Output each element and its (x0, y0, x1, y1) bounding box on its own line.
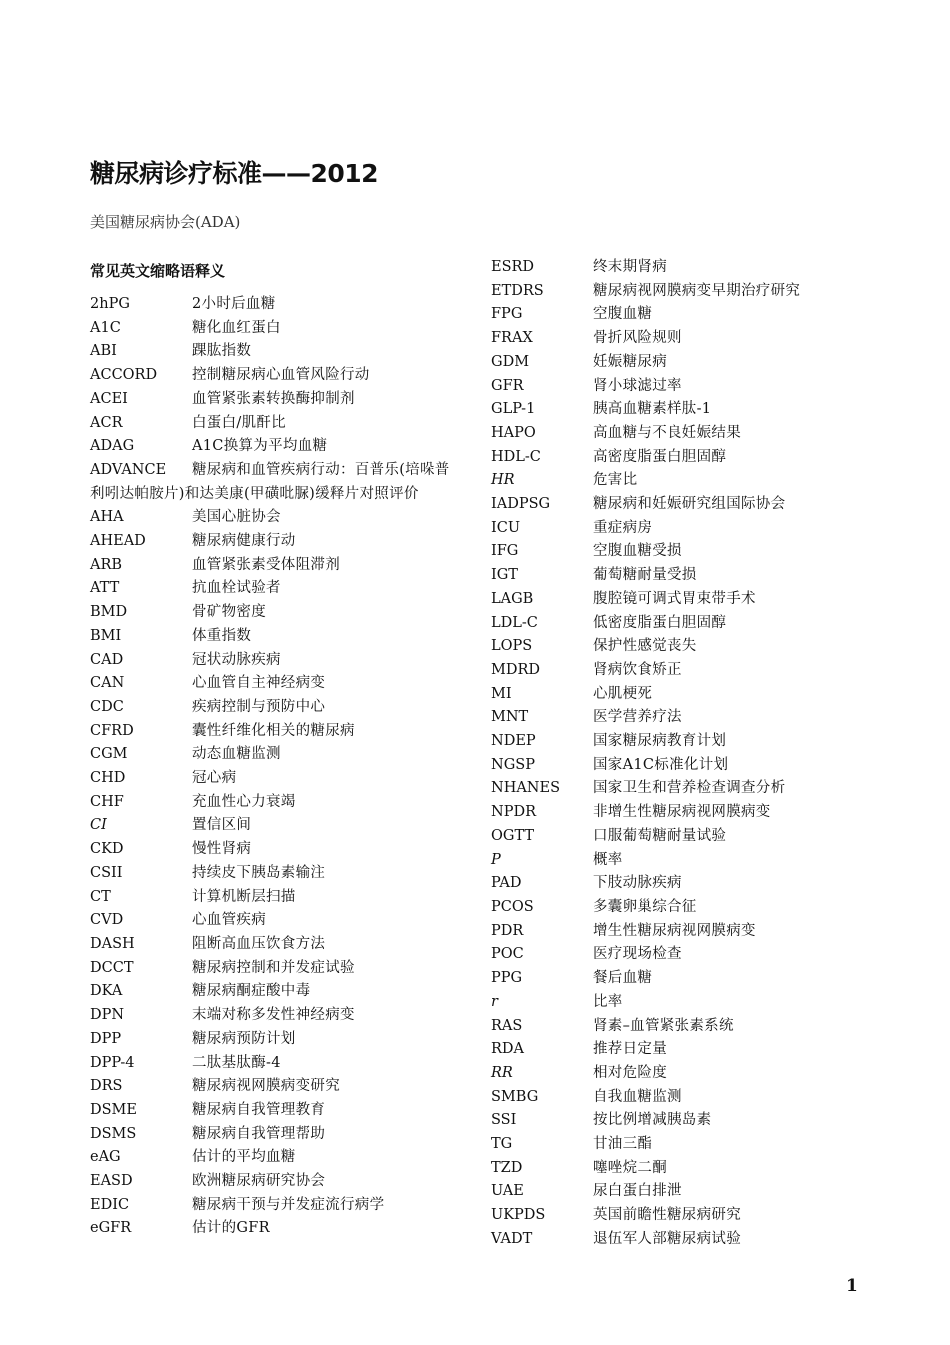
abbreviation-definition: 肾小球滤过率 (593, 377, 682, 394)
abbreviation-definition: 踝肱指数 (192, 343, 252, 360)
abbreviation-definition: 糖尿病自我管理帮助 (192, 1125, 326, 1142)
abbreviation-definition: 胰高血糖素样肽-1 (593, 401, 712, 418)
abbreviation-term: CDC (90, 698, 124, 715)
abbreviation-term: ADAG (90, 438, 135, 455)
abbreviation-entry (491, 801, 836, 825)
abbreviation-term: ESRD (491, 259, 535, 275)
abbreviation-term: BMD (90, 604, 128, 621)
abbreviation-entry (491, 398, 836, 422)
abbreviation-definition: 囊性纤维化相关的糖尿病 (192, 722, 355, 739)
abbreviation-term: DRS (90, 1078, 123, 1095)
abbreviation-list-left (90, 293, 462, 1241)
abbreviation-entry (90, 412, 462, 436)
abbreviation-entry (491, 446, 836, 470)
abbreviation-entry (90, 506, 462, 530)
abbreviation-definition: 保护性感觉丧失 (593, 638, 697, 655)
abbreviation-entry (90, 672, 462, 696)
abbreviation-term: HR (491, 472, 515, 489)
abbreviation-term: IFG (491, 543, 519, 560)
abbreviation-definition: 体重指数 (192, 627, 252, 644)
abbreviation-definition: 美国心脏协会 (192, 509, 281, 526)
abbreviation-definition: 抗血栓试验者 (192, 580, 281, 597)
abbreviation-entry (491, 493, 836, 517)
abbreviation-definition: 国家卫生和营养检查调查分析 (593, 780, 786, 797)
abbreviation-definition: 估计的平均血糖 (192, 1149, 296, 1166)
abbreviation-term: ETDRS (491, 282, 544, 299)
abbreviation-entry (90, 933, 462, 957)
abbreviation-term: ATT (90, 580, 120, 597)
abbreviation-term: CGM (90, 746, 128, 763)
abbreviation-term: r (491, 993, 498, 1010)
abbreviation-term: BMI (90, 627, 122, 644)
abbreviation-term: CHD (90, 770, 126, 787)
abbreviation-term: ACEI (90, 390, 128, 407)
abbreviation-entry (90, 696, 462, 720)
abbreviation-entry (491, 730, 836, 754)
abbreviation-entry (491, 943, 836, 967)
abbreviation-entry (90, 791, 462, 815)
abbreviation-definition: 心肌梗死 (593, 685, 653, 702)
abbreviation-definition: 口服葡萄糖耐量试验 (593, 827, 727, 844)
abbreviation-definition: 推荐日定量 (593, 1041, 667, 1058)
abbreviation-term: UKPDS (491, 1207, 546, 1224)
abbreviation-definition: 心血管疾病 (192, 912, 266, 929)
abbreviation-term: HDL-C (491, 448, 541, 465)
abbreviation-entry (491, 1086, 836, 1110)
abbreviation-entry (90, 1028, 462, 1052)
abbreviation-entry (491, 1038, 836, 1062)
abbreviation-entry (90, 293, 462, 317)
abbreviation-term: CSII (90, 864, 123, 881)
abbreviation-term: DCCT (90, 959, 134, 976)
abbreviation-term: RR (491, 1064, 513, 1081)
page-number: 1 (846, 1276, 858, 1296)
abbreviation-entry (90, 459, 462, 506)
abbreviation-definition: 糖尿病视网膜病变研究 (192, 1078, 340, 1095)
abbreviation-definition: 欧洲糖尿病研究协会 (192, 1173, 326, 1190)
abbreviation-definition: 国家A1C标准化计划 (593, 756, 729, 773)
abbreviation-term: RDA (491, 1041, 525, 1058)
abbreviation-entry (90, 577, 462, 601)
abbreviation-entry (491, 777, 836, 801)
abbreviation-definition: 肾素–血管紧张素系统 (593, 1017, 734, 1034)
abbreviation-definition: 下肢动脉疾病 (593, 875, 682, 892)
abbreviation-entry (491, 612, 836, 636)
abbreviation-definition: 葡萄糖耐量受损 (593, 567, 697, 584)
abbreviation-term: eGFR (90, 1220, 132, 1237)
abbreviation-term: GDM (491, 353, 530, 370)
abbreviation-entry (491, 469, 836, 493)
abbreviation-term: FPG (491, 306, 523, 323)
abbreviation-definition: 血管紧张素受体阻滞剂 (192, 556, 340, 573)
abbreviation-definition: 甘油三酯 (593, 1136, 653, 1153)
abbreviation-definition: 高血糖与不良妊娠结果 (593, 424, 741, 441)
abbreviation-definition: 糖尿病视网膜病变早期治疗研究 (593, 282, 801, 299)
abbreviation-term: CAD (90, 651, 124, 668)
abbreviation-definition: 噻唑烷二酮 (593, 1159, 667, 1176)
abbreviation-term: VADT (491, 1230, 533, 1247)
abbreviation-term: CKD (90, 841, 124, 858)
abbreviation-entry (90, 743, 462, 767)
abbreviation-term: AHEAD (90, 533, 146, 550)
abbreviation-definition: 增生性糖尿病视网膜病变 (593, 922, 756, 939)
abbreviation-entry (491, 1133, 836, 1157)
abbreviation-entry (491, 1015, 836, 1039)
abbreviation-definition: 糖尿病预防计划 (192, 1030, 296, 1047)
abbreviation-entry (491, 422, 836, 446)
abbreviation-definition: 非增生性糖尿病视网膜病变 (593, 804, 771, 821)
abbreviation-definition: 糖尿病控制和并发症试验 (192, 959, 355, 976)
abbreviation-definition: 按比例增减胰岛素 (593, 1112, 712, 1129)
abbreviation-definition: 冠状动脉疾病 (192, 651, 281, 668)
abbreviation-entry (90, 435, 462, 459)
abbreviation-entry (491, 659, 836, 683)
abbreviation-term: IGT (491, 567, 518, 584)
abbreviation-term: 2hPG (90, 296, 130, 312)
abbreviation-definition: 妊娠糖尿病 (593, 353, 667, 370)
abbreviation-entry (90, 814, 462, 838)
abbreviation-definition: 动态血糖监测 (192, 746, 281, 763)
abbreviation-term: PDR (491, 922, 524, 939)
abbreviation-entry (491, 375, 836, 399)
abbreviation-term: ACR (90, 414, 123, 431)
abbreviation-term: MI (491, 685, 512, 702)
abbreviation-term: DSME (90, 1101, 137, 1118)
abbreviation-definition: 自我血糖监测 (593, 1088, 682, 1105)
abbreviation-entry (491, 280, 836, 304)
abbreviation-entry (491, 517, 836, 541)
abbreviation-term: FRAX (491, 330, 533, 347)
abbreviation-entry (90, 364, 462, 388)
abbreviation-term: OGTT (491, 827, 535, 844)
abbreviation-definition: 心血管自主神经病变 (192, 675, 326, 692)
abbreviation-definition: 比率 (593, 993, 623, 1010)
abbreviation-definition: 计算机断层扫描 (192, 888, 296, 905)
abbreviation-term: GLP-1 (491, 401, 536, 418)
abbreviation-term: PCOS (491, 898, 534, 915)
abbreviation-definition: 空腹血糖 (593, 306, 653, 323)
abbreviation-entry (491, 1109, 836, 1133)
abbreviation-entry (491, 754, 836, 778)
abbreviation-entry (90, 1194, 462, 1218)
abbreviation-entry (491, 849, 836, 873)
abbreviation-term: RAS (491, 1017, 523, 1034)
abbreviation-entry (491, 303, 836, 327)
abbreviation-entry (491, 706, 836, 730)
abbreviation-definition: 多囊卵巢综合征 (593, 898, 697, 915)
abbreviation-entry (491, 327, 836, 351)
abbreviation-definition: 空腹血糖受损 (593, 543, 682, 560)
abbreviation-definition: 低密度脂蛋白胆固醇 (593, 614, 727, 631)
abbreviation-definition: 糖尿病健康行动 (192, 533, 296, 550)
abbreviation-term: DPP (90, 1030, 122, 1047)
abbreviation-entry (491, 920, 836, 944)
abbreviation-definition: 退伍军人部糖尿病试验 (593, 1230, 741, 1247)
abbreviation-definition: 二肽基肽酶-4 (192, 1054, 281, 1071)
abbreviation-entry (491, 1228, 836, 1252)
abbreviation-term: CT (90, 888, 111, 905)
abbreviation-definition: 控制糖尿病心血管风险行动 (192, 367, 370, 384)
abbreviation-entry (491, 635, 836, 659)
abbreviation-entry (90, 1004, 462, 1028)
abbreviation-entry (90, 625, 462, 649)
abbreviation-term: CI (90, 817, 107, 834)
abbreviation-entry (90, 1052, 462, 1076)
abbreviation-entry (491, 256, 836, 280)
abbreviation-term: NDEP (491, 733, 536, 750)
abbreviation-list-right (491, 256, 836, 1252)
abbreviation-term: DPN (90, 1007, 125, 1024)
abbreviation-entry (491, 825, 836, 849)
abbreviation-term: DASH (90, 935, 135, 952)
abbreviation-definition: 2小时后血糖 (192, 296, 276, 312)
abbreviation-term: NHANES (491, 780, 561, 797)
abbreviation-term: eAG (90, 1149, 121, 1166)
abbreviation-definition: 肾病饮食矫正 (593, 661, 682, 678)
abbreviation-term: SMBG (491, 1088, 539, 1105)
abbreviation-term: CAN (90, 675, 125, 692)
abbreviation-term: POC (491, 946, 524, 963)
abbreviation-entry (90, 720, 462, 744)
abbreviation-definition: 糖尿病和血管疾病行动：百普乐(培哚普利吲达帕胺片)和达美康(甲磺吡脲)缓释片对照评价 (90, 461, 450, 502)
abbreviation-definition: 糖尿病自我管理教育 (192, 1101, 326, 1118)
abbreviation-definition: 充血性心力衰竭 (192, 793, 296, 810)
abbreviation-definition: 血管紧张素转换酶抑制剂 (192, 390, 355, 407)
abbreviation-term: EDIC (90, 1196, 130, 1213)
abbreviation-definition: 骨折风险规则 (593, 330, 682, 347)
abbreviation-term: AHA (90, 509, 124, 526)
abbreviation-entry (90, 649, 462, 673)
abbreviation-entry (491, 967, 836, 991)
abbreviation-definition: 糖尿病酮症酸中毒 (192, 983, 311, 1000)
abbreviation-definition: 国家糖尿病教育计划 (593, 733, 727, 750)
abbreviation-definition: 末端对称多发性神经病变 (192, 1007, 355, 1024)
abbreviation-definition: 终末期肾病 (593, 259, 667, 275)
abbreviation-entry (90, 388, 462, 412)
abbreviation-definition: 概率 (593, 851, 623, 868)
abbreviation-definition: A1C换算为平均血糖 (192, 438, 328, 455)
abbreviation-entry (491, 872, 836, 896)
abbreviation-entry (90, 554, 462, 578)
abbreviation-term: DKA (90, 983, 123, 1000)
abbreviation-entry (90, 1099, 462, 1123)
abbreviation-definition: 危害比 (593, 472, 638, 489)
abbreviation-term: ICU (491, 519, 521, 536)
abbreviation-entry (491, 896, 836, 920)
abbreviation-term: DPP-4 (90, 1054, 135, 1071)
abbreviation-definition: 医疗现场检查 (593, 946, 682, 963)
abbreviation-term: CHF (90, 793, 124, 810)
abbreviation-term: LAGB (491, 590, 534, 607)
abbreviation-definition: 置信区间 (192, 817, 252, 834)
abbreviation-term: ACCORD (90, 367, 158, 384)
abbreviation-entry (90, 838, 462, 862)
abbreviation-entry (491, 588, 836, 612)
abbreviation-term: ARB (90, 556, 123, 573)
abbreviation-term: SSI (491, 1112, 517, 1129)
abbreviation-entry (90, 862, 462, 886)
abbreviation-definition: 糖化血红蛋白 (192, 319, 281, 336)
abbreviation-term: GFR (491, 377, 524, 394)
abbreviation-term: A1C (90, 319, 121, 336)
abbreviation-definition: 糖尿病和妊娠研究组国际协会 (593, 496, 786, 513)
abbreviation-definition: 冠心病 (192, 770, 237, 787)
abbreviation-definition: 估计的GFR (192, 1220, 270, 1237)
abbreviation-term: DSMS (90, 1125, 137, 1142)
abbreviation-definition: 腹腔镜可调式胃束带手术 (593, 590, 756, 607)
abbreviation-entry (90, 1075, 462, 1099)
abbreviation-definition: 白蛋白/肌酐比 (192, 414, 286, 431)
abbreviation-term: UAE (491, 1183, 524, 1200)
abbreviation-entry (90, 957, 462, 981)
abbreviation-entry (90, 340, 462, 364)
abbreviation-entry (491, 1204, 836, 1228)
page-title: 糖尿病诊疗标准——2012 (90, 159, 379, 188)
abbreviation-entry (90, 1146, 462, 1170)
abbreviation-definition: 餐后血糖 (593, 970, 653, 987)
abbreviation-term: EASD (90, 1173, 133, 1190)
abbreviation-definition: 英国前瞻性糖尿病研究 (593, 1207, 741, 1224)
abbreviation-entry (491, 351, 836, 375)
abbreviation-entry (90, 1217, 462, 1241)
abbreviation-term: MNT (491, 709, 529, 726)
abbreviation-term: PAD (491, 875, 522, 892)
abbreviation-term: NGSP (491, 756, 535, 773)
abbreviation-definition: 尿白蛋白排泄 (593, 1183, 682, 1200)
abbreviation-entry (491, 540, 836, 564)
abbreviation-entry (90, 1123, 462, 1147)
abbreviation-definition: 慢性肾病 (192, 841, 252, 858)
abbreviation-entry (491, 1062, 836, 1086)
abbreviation-entry (90, 886, 462, 910)
abbreviation-definition: 阻断高血压饮食方法 (192, 935, 326, 952)
abbreviation-entry (491, 991, 836, 1015)
abbreviation-term: IADPSG (491, 496, 551, 513)
abbreviation-definition: 重症病房 (593, 519, 653, 536)
abbreviation-term: HAPO (491, 424, 536, 441)
abbreviation-entry (90, 767, 462, 791)
page-subtitle: 美国糖尿病协会(ADA) (90, 213, 241, 231)
abbreviation-definition: 持续皮下胰岛素输注 (192, 864, 326, 881)
abbreviation-term: ABI (90, 343, 117, 360)
abbreviation-definition: 疾病控制与预防中心 (192, 698, 326, 715)
abbreviation-entry (491, 1157, 836, 1181)
abbreviation-term: LOPS (491, 638, 533, 655)
abbreviation-entry (90, 909, 462, 933)
abbreviation-term: LDL-C (491, 614, 538, 631)
abbreviation-definition: 高密度脂蛋白胆固醇 (593, 448, 727, 465)
abbreviation-term: TG (491, 1136, 513, 1153)
abbreviation-definition: 医学营养疗法 (593, 709, 682, 726)
abbreviation-definition: 相对危险度 (593, 1064, 667, 1081)
abbreviation-term: MDRD (491, 661, 541, 678)
abbreviation-entry (491, 683, 836, 707)
abbreviation-term: NPDR (491, 804, 536, 821)
abbreviation-term: P (491, 851, 501, 868)
abbreviation-entry (90, 601, 462, 625)
abbreviation-definition: 骨矿物密度 (192, 604, 266, 621)
abbreviation-term: PPG (491, 970, 523, 987)
abbreviation-entry (90, 317, 462, 341)
abbreviation-entry (90, 980, 462, 1004)
abbreviation-term: CVD (90, 912, 124, 929)
abbreviation-definition: 糖尿病干预与并发症流行病学 (192, 1196, 385, 1213)
abbreviation-entry (491, 564, 836, 588)
abbreviation-term: ADVANCE (90, 461, 167, 478)
abbreviation-entry (90, 1170, 462, 1194)
abbreviation-term: TZD (491, 1159, 523, 1176)
section-heading: 常见英文缩略语释义 (90, 262, 226, 280)
abbreviation-term: CFRD (90, 722, 134, 739)
abbreviation-entry (491, 1180, 836, 1204)
abbreviation-entry (90, 530, 462, 554)
